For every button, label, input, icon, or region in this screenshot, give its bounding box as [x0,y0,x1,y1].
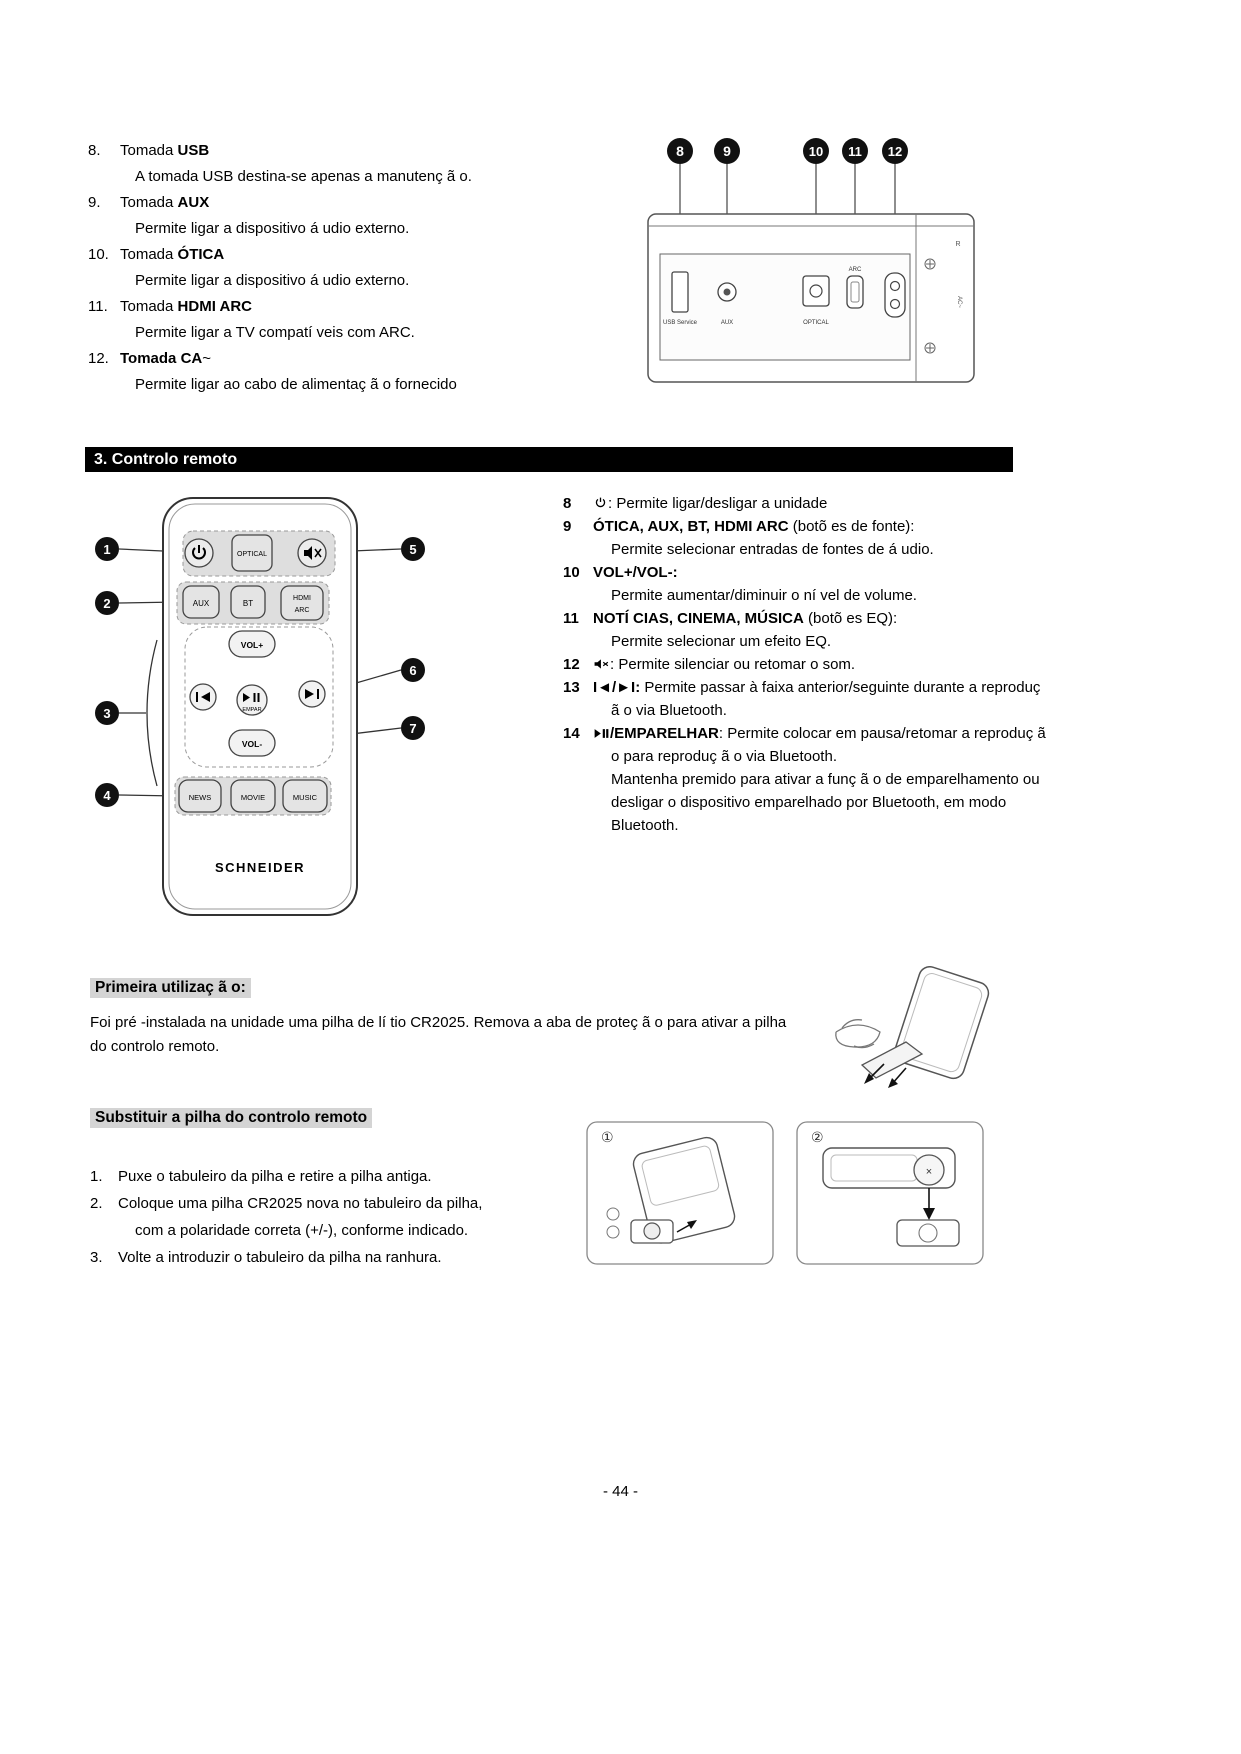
svg-text:NEWS: NEWS [188,793,212,802]
svg-text:×: × [925,1166,933,1178]
step-text: Volte a introduzir o tabuleiro da pilha na ranhura. [118,1249,442,1266]
item-number: 8 [563,495,572,512]
item-title [120,346,211,372]
item-bold: /EMPARELHAR [610,725,719,742]
play-pause-button [237,685,267,715]
optical-button [232,535,272,571]
remote-desc-item [563,492,1047,515]
step-2-marker: ② [811,1129,824,1145]
svg-text:USB Service: USB Service [662,320,698,326]
item-body: Permite colocar em pausa/retomar a reproduç ã o para reproduç ã o via Bluetooth. [611,725,1046,765]
svg-text:AUX: AUX [192,599,210,608]
connector-list [88,138,578,398]
mute-button [298,539,326,567]
hand [836,1020,880,1048]
callout-1: 1 [103,542,111,557]
item-pre: : [608,495,617,512]
item-number: 11 [563,610,579,627]
first-use-section [90,978,251,998]
section-header: 3. Controlo remoto [85,447,1013,472]
battery-replacement-figure [585,1120,985,1268]
remote-desc-item [563,561,1047,607]
remote-desc-item [563,515,1047,561]
item-number: 12 [563,656,580,673]
item-label: Tomada [120,142,178,159]
svg-text:ARC: ARC [294,607,310,614]
step-number: 3. [90,1249,103,1266]
svg-text:R: R [955,241,961,248]
item-body: Permite ligar/desligar a unidade [616,495,828,512]
svg-text:OPTICAL: OPTICAL [237,551,267,558]
page-number: - 44 - [602,1483,638,1500]
callout-2: 2 [103,596,111,611]
item-rest: (botõ es de fonte): [788,518,915,535]
item-body-2: Mantenha premido para ativar a funç ã o de emparelhamento ou desligar o dispositivo emparelhado por Bluetooth, em modo Bluetooth. [611,771,1040,834]
play-pause-icon [594,728,609,739]
svg-text:MOVIE: MOVIE [240,793,266,802]
item-number: 8. [88,142,101,159]
list-item [88,294,578,320]
callout-10: 10 [808,144,824,159]
svg-text:OPTICAL: OPTICAL [803,320,829,326]
next-button [299,681,325,707]
bt-button [231,586,265,618]
step-number: 1. [90,1168,103,1185]
item-title [120,242,224,268]
item-label: Tomada [120,246,178,263]
step-text-continued: com a polaridade correta (+/-), conforme indicado. [135,1222,469,1239]
callout-9: 9 [723,143,731,159]
item-pre: : [718,725,728,742]
power-button [185,539,213,567]
vol-plus-button [229,631,275,657]
item-number: 14 [563,725,580,742]
svg-text:ARC: ARC [848,267,862,273]
item-bold: AUX [177,194,210,211]
music-button [283,780,327,812]
item-label: Tomada [120,194,178,211]
item-desc: Permite ligar a dispositivo á udio externo. [135,272,410,289]
item-text [593,561,1047,607]
item-bold: Tomada CA [120,350,203,367]
svg-text:BT: BT [242,599,254,608]
item-bold: VOL+/VOL-: [593,564,678,581]
battery-cell [644,1223,660,1239]
ac-inlet [885,273,905,317]
svg-text:VOL+: VOL+ [240,640,264,650]
item-bold: ÓTICA, AUX, BT, HDMI ARC [593,518,789,535]
callout-12: 12 [887,144,903,159]
item-bold: USB [177,142,210,159]
item-number: 13 [563,679,580,696]
item-number: 10. [88,246,109,263]
step-item [90,1163,576,1190]
remote-desc-item [563,676,1047,722]
svg-text:AC~: AC~ [956,296,962,308]
list-item [88,242,578,268]
svg-text:MUSIC: MUSIC [292,793,318,802]
previous-button [190,684,216,710]
list-item [88,190,578,216]
callout-3: 3 [103,706,111,721]
item-desc: Permite selecionar entradas de fontes de á udio. [611,541,934,558]
item-text [593,653,1047,676]
item-text [593,676,1047,722]
callout-5: 5 [409,542,417,557]
item-title [120,294,252,320]
vol-minus-button [229,730,275,756]
remote-desc-item [563,653,1047,676]
battery-step-2-panel [797,1122,983,1264]
item-title [120,190,209,216]
soundbar-back-figure [640,124,985,396]
svg-text:AUX: AUX [720,320,734,326]
list-item [88,346,578,372]
item-bold: HDMI ARC [177,298,252,315]
step-item [90,1244,576,1271]
step-item [90,1190,576,1217]
news-button [179,780,221,812]
item-bold: ÓTICA [177,246,225,263]
item-text [593,515,1047,561]
brand-logo: SCHNEIDER [214,860,306,875]
callout-4: 4 [103,788,111,803]
step-text: Puxe o tabuleiro da pilha e retire a pilha antiga. [118,1168,432,1185]
remote-corner [892,966,990,1081]
replace-battery-section [90,1108,372,1128]
remote-desc-item [563,607,1047,653]
item-desc: Permite selecionar um efeito EQ. [611,633,832,650]
remote-control-figure [85,490,435,930]
item-desc: Permite ligar a dispositivo á udio externo. [135,220,410,237]
first-use-header: Primeira utilizaç ã o: [90,978,251,998]
panel-callouts [667,138,908,164]
mute-icon [594,658,609,670]
item-number: 10 [563,564,580,581]
item-body: Permite silenciar ou retomar o som. [618,656,856,673]
item-desc: Permite ligar ao cabo de alimentaç ã o fornecido [135,376,457,393]
item-text [593,492,1047,515]
first-use-body: Foi pré -instalada na unidade uma pilha de lí tio CR2025. Remova a aba de proteç ã o para ativar a pilha do controlo remoto. [90,1014,787,1055]
step-1-marker: ① [601,1129,614,1145]
item-number: 9 [563,518,572,535]
step-number: 2. [90,1195,103,1212]
callout-11: 11 [848,144,862,159]
step-text: Coloque uma pilha CR2025 nova no tabuleiro da pilha, [118,1195,483,1212]
item-desc: Permite aumentar/diminuir o ní vel de volume. [611,587,917,604]
battery-tab-illustration [808,966,990,1092]
item-title [120,138,209,164]
callout-8: 8 [676,143,684,159]
item-bold: NOTÍ CIAS, CINEMA, MÚSICA [593,610,804,627]
list-item [88,138,578,164]
battery-step-1-panel [587,1122,773,1264]
svg-text:VOL-: VOL- [241,739,263,749]
remote-desc-item [563,722,1047,837]
svg-text:EMPAR: EMPAR [242,707,262,713]
item-suffix: ~ [202,350,211,367]
item-desc: A tomada USB destina-se apenas a manutenç ã o. [135,168,472,185]
item-number: 9. [88,194,101,211]
callout-7: 7 [409,721,417,736]
item-number: 12. [88,350,109,367]
item-body: Permite passar à faixa anterior/seguinte durante a reproduç ã o via Bluetooth. [611,679,1041,719]
item-text [593,607,1047,653]
replace-battery-header: Substituir a pilha do controlo remoto [90,1108,372,1128]
replace-steps-list [90,1163,576,1271]
item-bold: I◄/►I: [593,679,645,696]
item-number: 11. [88,298,108,315]
item-label: Tomada [120,298,178,315]
item-rest: (botõ es EQ): [803,610,898,627]
svg-text:HDMI: HDMI [293,595,311,602]
power-icon [594,496,607,509]
item-text [593,722,1047,837]
remote-description-list [563,492,1047,837]
aux-button [183,586,219,618]
hdmi-arc-button [281,586,323,620]
movie-button [231,780,275,812]
item-desc: Permite ligar a TV compatí veis com ARC. [135,324,415,341]
callout-6: 6 [409,663,417,678]
item-pre: : [610,656,619,673]
